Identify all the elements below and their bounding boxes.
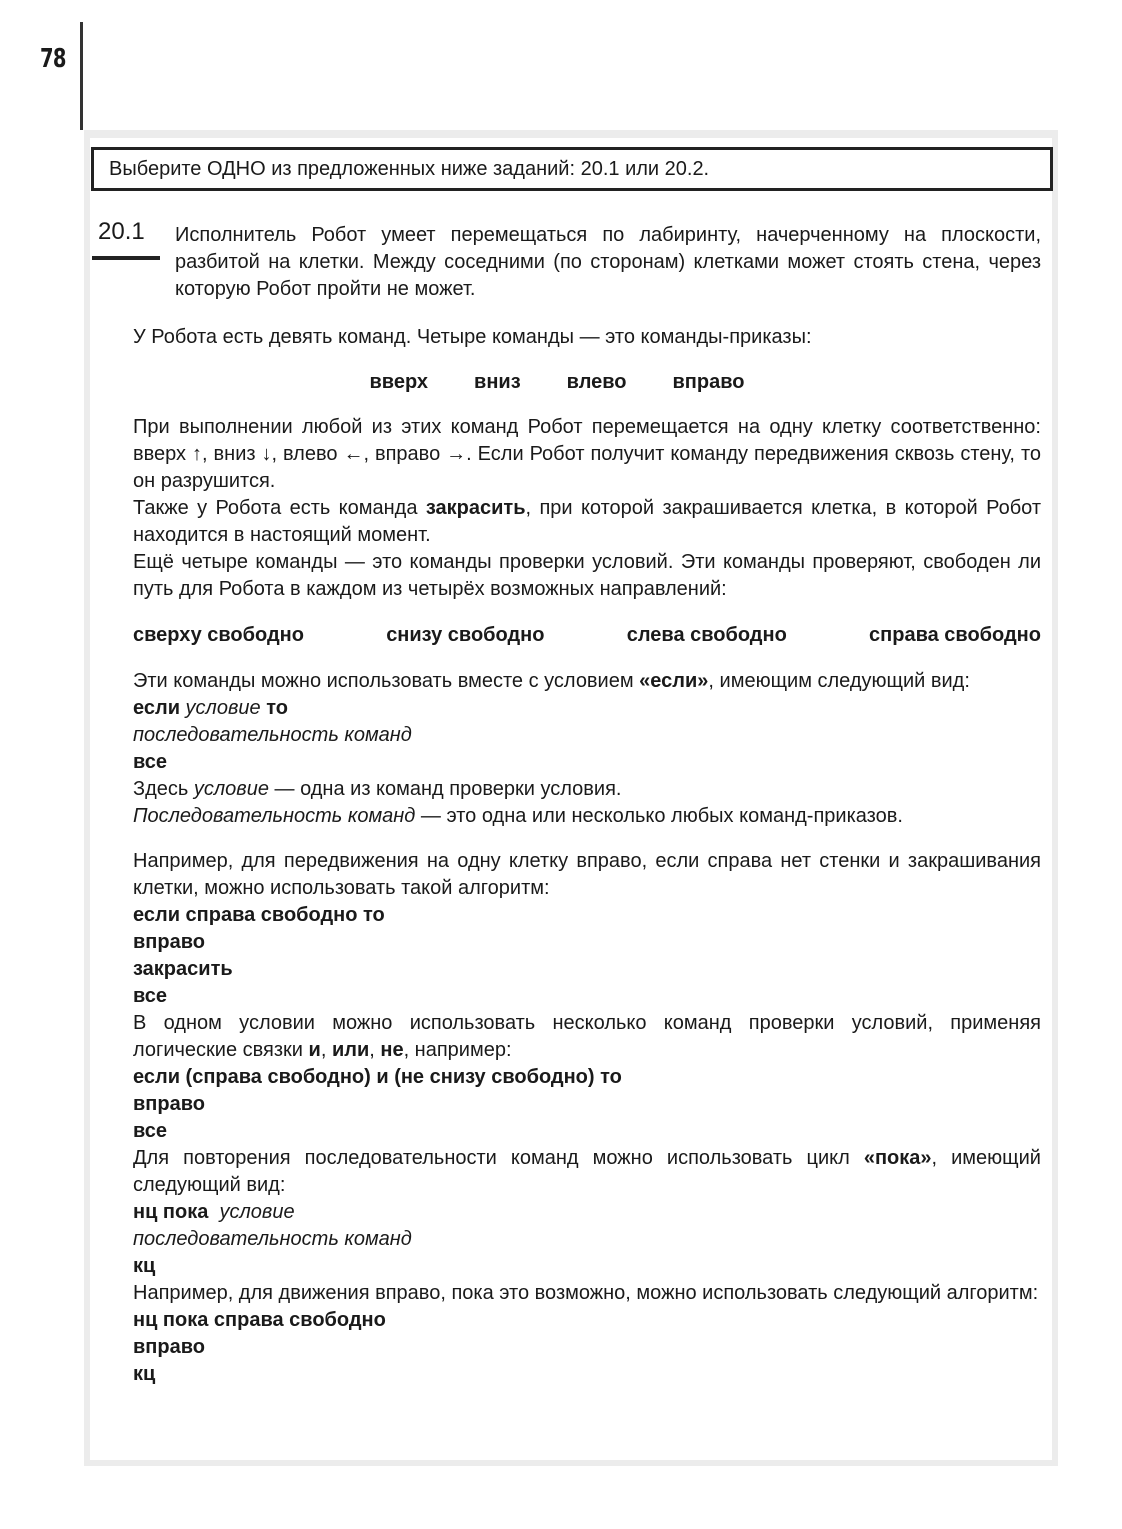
code-line: все bbox=[133, 1120, 168, 1142]
if-keyword: «если» bbox=[639, 670, 709, 692]
code-line: все bbox=[133, 985, 168, 1007]
page-number: 78 bbox=[40, 44, 66, 74]
here-after: — одна из команд проверки условия. bbox=[268, 778, 622, 800]
task-body bbox=[133, 324, 1041, 1388]
sequence-term: Последовательность команд bbox=[133, 805, 416, 827]
check-down: снизу свободно bbox=[386, 624, 545, 646]
example3-intro: Например, для движения вправо, пока это возможно, можно использовать следующий алгоритм: bbox=[133, 1282, 1039, 1304]
loop-condition: условие bbox=[219, 1201, 295, 1223]
sequence-after: — это одна или несколько любых команд-приказов. bbox=[415, 805, 903, 827]
code-line: нц пока справа свободно bbox=[133, 1309, 386, 1331]
command-up: вверх bbox=[369, 371, 429, 393]
if-condition: условие bbox=[185, 697, 261, 719]
code-line: вправо bbox=[133, 1093, 205, 1115]
check-commands bbox=[133, 622, 1041, 649]
loop-after: , имеющий следующий вид: bbox=[133, 1147, 1041, 1196]
logic-and: и bbox=[308, 1039, 321, 1061]
if-sequence: последовательность команд bbox=[133, 724, 412, 746]
if-intro-after: , имеющим следующий вид: bbox=[708, 670, 970, 692]
logic-after: , например: bbox=[403, 1039, 512, 1061]
task-intro: Исполнитель Робот умеет перемещаться по лабиринту, начерченному на плоскости, разбитой на клетки. Между соседними (по сторонам) клетками может стоять стена, через которую Робот пройти не может. bbox=[175, 224, 1041, 300]
example1-code bbox=[133, 902, 1041, 1010]
paint-text-after: , при которой закрашивается клетка, в которой Робот находится в настоящий момент. bbox=[133, 497, 1041, 546]
command-left: влево bbox=[566, 371, 627, 393]
paint-paragraph bbox=[133, 495, 1041, 549]
loop-intro bbox=[133, 1145, 1041, 1199]
if-syntax bbox=[133, 695, 1041, 776]
command-right: вправо bbox=[672, 371, 745, 393]
task-number-underline bbox=[92, 256, 160, 260]
here-term: условие bbox=[193, 778, 269, 800]
if-kw: если bbox=[133, 697, 180, 719]
logic-intro bbox=[133, 1010, 1041, 1064]
if-syntax-line bbox=[133, 695, 1041, 722]
logic-not: не bbox=[380, 1039, 404, 1061]
example2-code bbox=[133, 1064, 1041, 1145]
if-end: все bbox=[133, 751, 168, 773]
check-left: слева свободно bbox=[626, 624, 787, 646]
if-intro-before: Эти команды можно использовать вместе с условием bbox=[133, 670, 640, 692]
logic-before: В одном условии можно использовать несколько команд проверки условий, применяя логические связки bbox=[133, 1012, 1041, 1061]
paint-command: закрасить bbox=[425, 497, 526, 519]
check-right: справа свободно bbox=[869, 624, 1041, 646]
task-number: 20.1 bbox=[98, 218, 145, 245]
code-line: вправо bbox=[133, 931, 205, 953]
task-select-notice: Выберите ОДНО из предложенных ниже заданий: 20.1 или 20.2. bbox=[91, 147, 1053, 191]
logic-sep: , bbox=[369, 1039, 381, 1061]
example1-intro: Например, для передвижения на одну клетку вправо, если справа нет стенки и закрашивания клетки, можно использовать такой алгоритм: bbox=[133, 850, 1041, 899]
loop-syntax-line bbox=[133, 1199, 1041, 1226]
move-commands bbox=[133, 369, 1041, 396]
if-intro bbox=[133, 668, 1041, 695]
paint-text-before: Также у Робота есть команда bbox=[133, 497, 426, 519]
loop-start-kw: нц пока bbox=[133, 1201, 209, 1223]
code-line: закрасить bbox=[133, 958, 233, 980]
loop-sequence: последовательность команд bbox=[133, 1228, 412, 1250]
commands-intro: У Робота есть девять команд. Четыре команды — это команды-приказы: bbox=[133, 326, 812, 348]
logic-or: или bbox=[331, 1039, 370, 1061]
loop-keyword: «пока» bbox=[863, 1147, 932, 1169]
move-explanation: При выполнении любой из этих команд Робот перемещается на одну клетку соответственно: вверх ↑, вниз ↓, влево ←, вправо →. Если Робот получит команду передвижения сквозь стену, то он разрушится. bbox=[133, 416, 1041, 492]
code-line: вправо bbox=[133, 1336, 205, 1358]
code-line: если справа свободно то bbox=[133, 904, 385, 926]
check-up: сверху свободно bbox=[133, 624, 304, 646]
code-line: кц bbox=[133, 1363, 156, 1385]
check-intro: Ещё четыре команды — это команды проверки условий. Эти команды проверяют, свободен ли путь для Робота в каждом из четырёх возможных направлений: bbox=[133, 551, 1041, 600]
sequence-def bbox=[133, 803, 1041, 830]
loop-syntax bbox=[133, 1199, 1041, 1280]
here-before: Здесь bbox=[133, 778, 194, 800]
then-kw: то bbox=[266, 697, 288, 719]
loop-before: Для повторения последовательности команд можно использовать цикл bbox=[133, 1147, 864, 1169]
page-margin-rule bbox=[80, 22, 83, 130]
loop-end: кц bbox=[133, 1255, 156, 1277]
logic-sep: , bbox=[320, 1039, 332, 1061]
command-down: вниз bbox=[474, 371, 521, 393]
code-line: если (справа свободно) и (не снизу свободно) то bbox=[133, 1066, 622, 1088]
here-condition bbox=[133, 776, 1041, 803]
example3-code bbox=[133, 1307, 1041, 1388]
